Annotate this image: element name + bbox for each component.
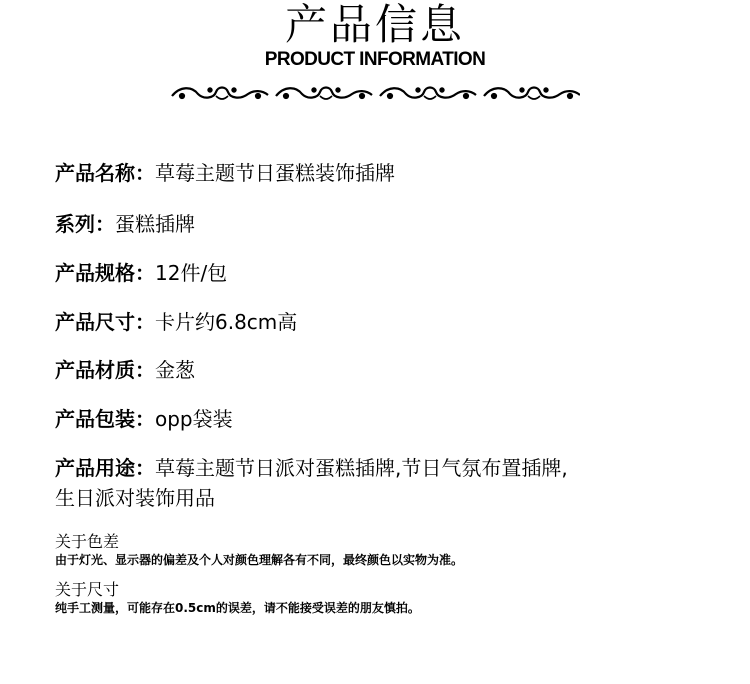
field-label: 产品尺寸：: [55, 310, 155, 334]
field-label: 产品名称：: [55, 161, 155, 185]
field-series: [55, 209, 195, 239]
field-label: 产品包装：: [55, 407, 155, 431]
note-title: 关于色差: [55, 532, 120, 551]
note-title: 关于尺寸: [55, 580, 120, 599]
field-size: [55, 307, 297, 337]
field-usage: [55, 453, 695, 513]
field-value: 12件/包: [155, 261, 228, 285]
decorative-divider: [170, 82, 580, 104]
note-size-difference: [55, 580, 420, 616]
field-material: [55, 355, 195, 385]
field-product-name: [55, 158, 395, 188]
field-value-continued: 生日派对装饰用品: [55, 486, 215, 510]
page-title: 产品信息: [284, 0, 465, 49]
field-value: 蛋糕插牌: [115, 212, 195, 236]
field-label: 产品用途：: [55, 456, 155, 480]
field-value: 草莓主题节日派对蛋糕插牌,节日气氛布置插牌,: [155, 456, 568, 480]
note-text: 纯手工测量，可能存在0.5cm的误差，请不能接受误差的朋友慎拍。: [55, 601, 420, 615]
field-value: 草莓主题节日蛋糕装饰插牌: [155, 161, 395, 185]
field-spec: [55, 258, 227, 288]
field-label: 系列：: [55, 212, 115, 236]
field-value: 卡片约6.8cm高: [155, 310, 298, 334]
field-label: 产品规格：: [55, 261, 155, 285]
page-subtitle: PRODUCT INFORMATION: [264, 49, 486, 70]
note-text: 由于灯光、显示器的偏差及个人对颜色理解各有不同，最终颜色以实物为准。: [55, 553, 464, 567]
field-label: 产品材质：: [55, 358, 155, 382]
note-color-difference: [55, 532, 463, 568]
field-value: 金葱: [155, 358, 195, 382]
field-value: opp袋装: [155, 407, 233, 431]
field-packaging: [55, 404, 233, 434]
